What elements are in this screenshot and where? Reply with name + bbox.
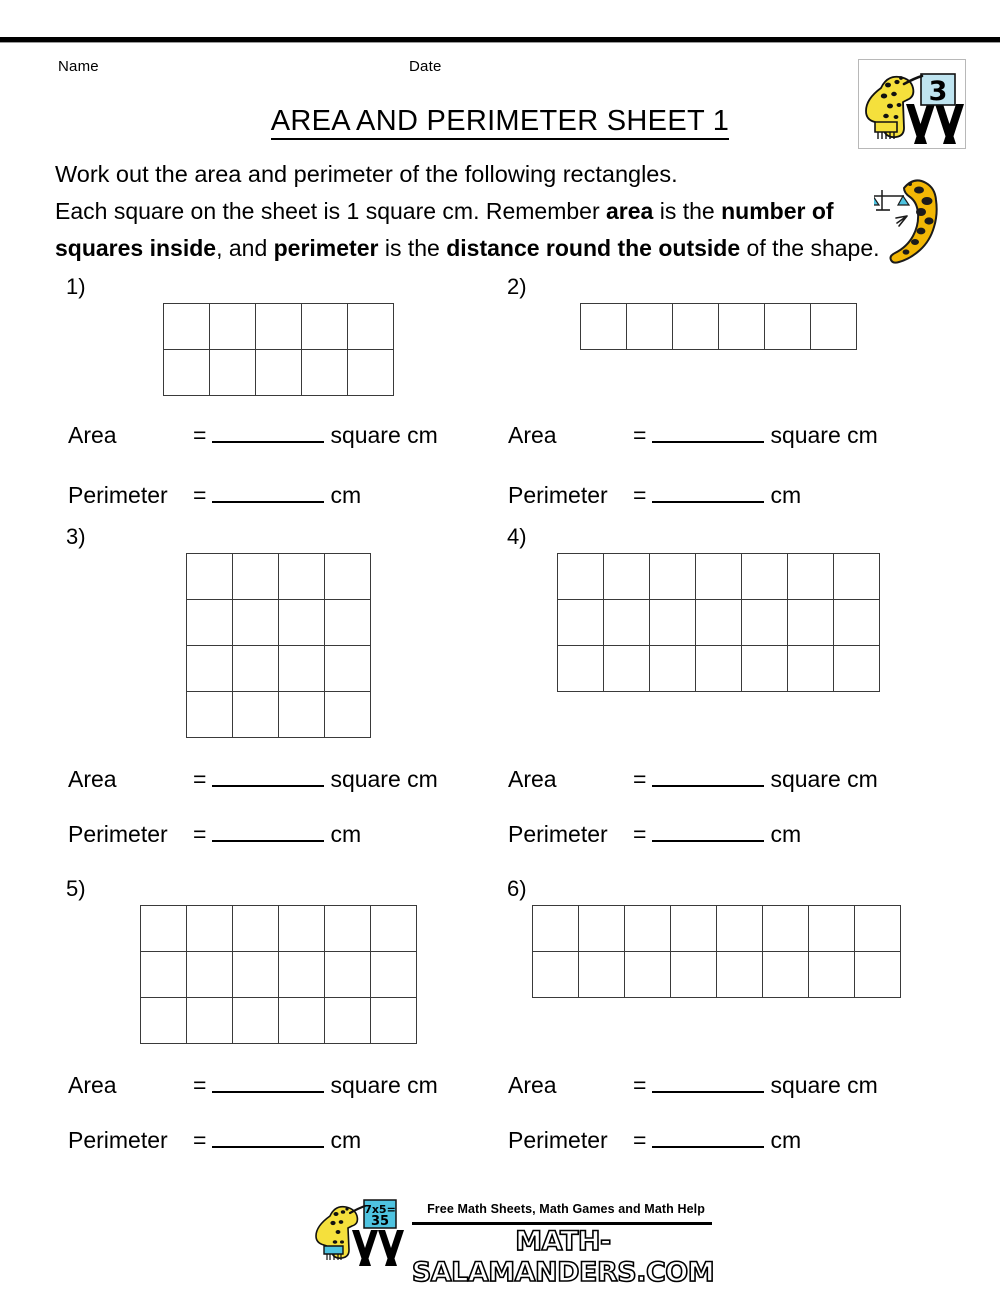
- grid-row: [187, 600, 371, 646]
- grid-cell: [279, 600, 325, 646]
- rectangle-grid-1: [163, 303, 394, 396]
- grid-cell: [604, 554, 650, 600]
- grid-cell: [765, 304, 811, 350]
- salamander-with-scales-icon: [874, 168, 974, 273]
- grid-cell: [371, 906, 417, 952]
- area-unit-label: square cm: [770, 1072, 878, 1098]
- grid-cell: [233, 906, 279, 952]
- grid-cell: [325, 998, 371, 1044]
- page-title: [0, 105, 1000, 138]
- grid-cell: [233, 692, 279, 738]
- instruction-text: Each square on the sheet is 1 square cm. Remember: [55, 198, 607, 224]
- grid-cell: [187, 646, 233, 692]
- instruction-line-3: [55, 230, 915, 267]
- grid-cell: [834, 646, 880, 692]
- grid-cell: [671, 952, 717, 998]
- grid-cell: [210, 304, 256, 350]
- grid-cell: [625, 952, 671, 998]
- perimeter-answer-row-3: [68, 821, 361, 848]
- grid-row: [581, 304, 857, 350]
- area-answer-blank[interactable]: [652, 767, 764, 787]
- instruction-emphasis: number of: [721, 198, 834, 224]
- area-label: Area: [508, 422, 557, 448]
- grid-cell: [558, 554, 604, 600]
- grid-cell: [579, 952, 625, 998]
- equals-sign: =: [633, 422, 647, 448]
- svg-text:7x5=: 7x5=: [364, 1203, 396, 1216]
- area-label: Area: [68, 766, 117, 792]
- grid-cell: [788, 646, 834, 692]
- grid-cell: [187, 952, 233, 998]
- grid-cell: [811, 304, 857, 350]
- equals-sign: =: [193, 1127, 207, 1153]
- perimeter-answer-blank[interactable]: [652, 483, 764, 503]
- question-number-5: 5): [66, 876, 86, 901]
- area-label: Area: [508, 766, 557, 792]
- equals-sign: =: [193, 766, 207, 792]
- instruction-text: of the shape.: [740, 235, 880, 261]
- perimeter-answer-row-2: [508, 482, 801, 509]
- grid-cell: [809, 906, 855, 952]
- instructions-block: [55, 156, 915, 267]
- perimeter-label: Perimeter: [68, 1127, 168, 1153]
- grid-cell: [650, 646, 696, 692]
- grid-cell: [627, 304, 673, 350]
- perimeter-answer-blank[interactable]: [212, 1128, 324, 1148]
- grid-cell: [325, 600, 371, 646]
- grid-cell: [742, 646, 788, 692]
- footer-tagline: Free Math Sheets, Math Games and Math Help: [427, 1202, 705, 1216]
- grid-cell: [742, 554, 788, 600]
- question-number-1: 1): [66, 274, 86, 299]
- perimeter-answer-blank[interactable]: [652, 822, 764, 842]
- grid-cell: [604, 600, 650, 646]
- grid-cell: [604, 646, 650, 692]
- equals-sign: =: [633, 1127, 647, 1153]
- date-label: Date: [409, 58, 442, 75]
- grid-cell: [650, 600, 696, 646]
- footer-divider: [412, 1222, 712, 1225]
- grid-cell: [650, 554, 696, 600]
- perimeter-label: Perimeter: [68, 821, 168, 847]
- grid-cell: [855, 906, 901, 952]
- area-answer-row-1: [68, 422, 438, 449]
- grid-cell: [579, 906, 625, 952]
- area-answer-blank[interactable]: [212, 767, 324, 787]
- equals-sign: =: [193, 1072, 207, 1098]
- grid-cell: [325, 692, 371, 738]
- area-label: Area: [68, 1072, 117, 1098]
- grid-row: [558, 600, 880, 646]
- grid-cell: [719, 304, 765, 350]
- area-unit-label: square cm: [770, 766, 878, 792]
- area-unit-label: square cm: [330, 766, 438, 792]
- grid-cell: [279, 554, 325, 600]
- instruction-line-2: [55, 193, 915, 230]
- grid-cell: [256, 350, 302, 396]
- grid-cell: [788, 600, 834, 646]
- instruction-line-1: Work out the area and perimeter of the following rectangles.: [55, 161, 678, 187]
- grid-cell: [788, 554, 834, 600]
- instruction-emphasis: squares inside: [55, 235, 217, 261]
- grid-cell: [558, 600, 604, 646]
- grid-row: [164, 350, 394, 396]
- area-answer-blank[interactable]: [652, 1073, 764, 1093]
- grid-row: [141, 998, 417, 1044]
- area-unit-label: square cm: [770, 422, 878, 448]
- grid-cell: [671, 906, 717, 952]
- grid-cell: [187, 600, 233, 646]
- grid-cell: [233, 554, 279, 600]
- grid-cell: [834, 600, 880, 646]
- grid-cell: [256, 304, 302, 350]
- grid-cell: [187, 692, 233, 738]
- grid-row: [164, 304, 394, 350]
- perimeter-unit-label: cm: [770, 482, 802, 508]
- grid-cell: [834, 554, 880, 600]
- name-label: Name: [58, 58, 99, 75]
- grid-cell: [717, 952, 763, 998]
- grid-cell: [696, 600, 742, 646]
- instruction-text: is the: [653, 198, 722, 224]
- grid-cell: [371, 998, 417, 1044]
- perimeter-answer-row-4: [508, 821, 801, 848]
- area-answer-row-2: [508, 422, 878, 449]
- grid-cell: [279, 906, 325, 952]
- perimeter-answer-blank[interactable]: [652, 1128, 764, 1148]
- equals-sign: =: [193, 821, 207, 847]
- rectangle-grid-4: [557, 553, 880, 692]
- grid-row: [141, 906, 417, 952]
- perimeter-label: Perimeter: [68, 482, 168, 508]
- footer-salamander-icon: [312, 1196, 416, 1268]
- grid-cell: [233, 952, 279, 998]
- grid-cell: [279, 998, 325, 1044]
- grid-row: [141, 952, 417, 998]
- grid-row: [187, 554, 371, 600]
- area-unit-label: square cm: [330, 1072, 438, 1098]
- grid-cell: [164, 304, 210, 350]
- grid-cell: [558, 646, 604, 692]
- perimeter-unit-label: cm: [330, 821, 362, 847]
- grid-cell: [533, 952, 579, 998]
- area-answer-blank[interactable]: [212, 1073, 324, 1093]
- grid-cell: [325, 646, 371, 692]
- rectangle-grid-5: [140, 905, 417, 1044]
- perimeter-unit-label: cm: [330, 1127, 362, 1153]
- grid-cell: [164, 350, 210, 396]
- grid-cell: [371, 952, 417, 998]
- instruction-emphasis: distance round the outside: [446, 235, 741, 261]
- grid-row: [533, 952, 901, 998]
- question-number-6: 6): [507, 876, 527, 901]
- perimeter-unit-label: cm: [330, 482, 362, 508]
- area-label: Area: [68, 422, 117, 448]
- grid-cell: [210, 350, 256, 396]
- grid-row: [187, 692, 371, 738]
- grid-cell: [187, 906, 233, 952]
- equals-sign: =: [633, 766, 647, 792]
- grid-cell: [141, 906, 187, 952]
- area-answer-row-4: [508, 766, 878, 793]
- question-number-3: 3): [66, 524, 86, 549]
- equals-sign: =: [633, 1072, 647, 1098]
- equals-sign: =: [193, 422, 207, 448]
- equals-sign: =: [633, 821, 647, 847]
- area-answer-blank[interactable]: [212, 423, 324, 443]
- grid-cell: [325, 554, 371, 600]
- grid-cell: [279, 692, 325, 738]
- equals-sign: =: [193, 482, 207, 508]
- page-top-rule: [0, 37, 1000, 43]
- grid-cell: [625, 906, 671, 952]
- grid-cell: [673, 304, 719, 350]
- grid-cell: [187, 554, 233, 600]
- grid-row: [533, 906, 901, 952]
- perimeter-label: Perimeter: [508, 821, 608, 847]
- area-unit-label: square cm: [330, 422, 438, 448]
- grid-cell: [348, 304, 394, 350]
- grid-cell: [233, 646, 279, 692]
- footer-logo: [312, 1196, 715, 1288]
- instruction-text: , and: [216, 235, 274, 261]
- svg-text:3: 3: [928, 76, 948, 107]
- perimeter-answer-row-6: [508, 1127, 801, 1154]
- perimeter-label: Perimeter: [508, 482, 608, 508]
- grid-cell: [302, 304, 348, 350]
- rectangle-grid-3: [186, 553, 371, 738]
- perimeter-answer-row-5: [68, 1127, 361, 1154]
- question-number-4: 4): [507, 524, 527, 549]
- grid-cell: [141, 998, 187, 1044]
- perimeter-label: Perimeter: [508, 1127, 608, 1153]
- grid-cell: [809, 952, 855, 998]
- area-answer-row-5: [68, 1072, 438, 1099]
- grid-cell: [742, 600, 788, 646]
- area-label: Area: [508, 1072, 557, 1098]
- rectangle-grid-6: [532, 905, 901, 998]
- footer-url: MATH-SALAMANDERS.COM: [411, 1226, 715, 1288]
- area-answer-row-6: [508, 1072, 878, 1099]
- grid-cell: [763, 952, 809, 998]
- perimeter-unit-label: cm: [770, 1127, 802, 1153]
- perimeter-answer-blank[interactable]: [212, 822, 324, 842]
- grid-cell: [533, 906, 579, 952]
- instruction-text: is the: [378, 235, 447, 261]
- perimeter-unit-label: cm: [770, 821, 802, 847]
- grid-cell: [325, 952, 371, 998]
- grid-cell: [696, 554, 742, 600]
- grid-row: [558, 554, 880, 600]
- area-answer-blank[interactable]: [652, 423, 764, 443]
- grid-cell: [763, 906, 809, 952]
- grid-cell: [348, 350, 394, 396]
- grid-cell: [302, 350, 348, 396]
- page-title-text: AREA AND PERIMETER SHEET 1: [271, 105, 730, 140]
- grid-cell: [325, 906, 371, 952]
- instruction-emphasis: perimeter: [273, 235, 379, 261]
- instruction-emphasis: area: [606, 198, 654, 224]
- equals-sign: =: [633, 482, 647, 508]
- area-answer-row-3: [68, 766, 438, 793]
- svg-text:35: 35: [370, 1214, 390, 1229]
- grid-cell: [717, 906, 763, 952]
- grid-cell: [279, 952, 325, 998]
- rectangle-grid-2: [580, 303, 857, 350]
- grid-cell: [581, 304, 627, 350]
- grid-cell: [141, 952, 187, 998]
- perimeter-answer-blank[interactable]: [212, 483, 324, 503]
- perimeter-answer-row-1: [68, 482, 361, 509]
- grid-cell: [279, 646, 325, 692]
- grid-row: [187, 646, 371, 692]
- grid-cell: [187, 998, 233, 1044]
- grid-cell: [696, 646, 742, 692]
- grid-row: [558, 646, 880, 692]
- question-number-2: 2): [507, 274, 527, 299]
- grid-cell: [233, 600, 279, 646]
- grid-cell: [855, 952, 901, 998]
- grid-cell: [233, 998, 279, 1044]
- name-date-row: [0, 58, 1000, 80]
